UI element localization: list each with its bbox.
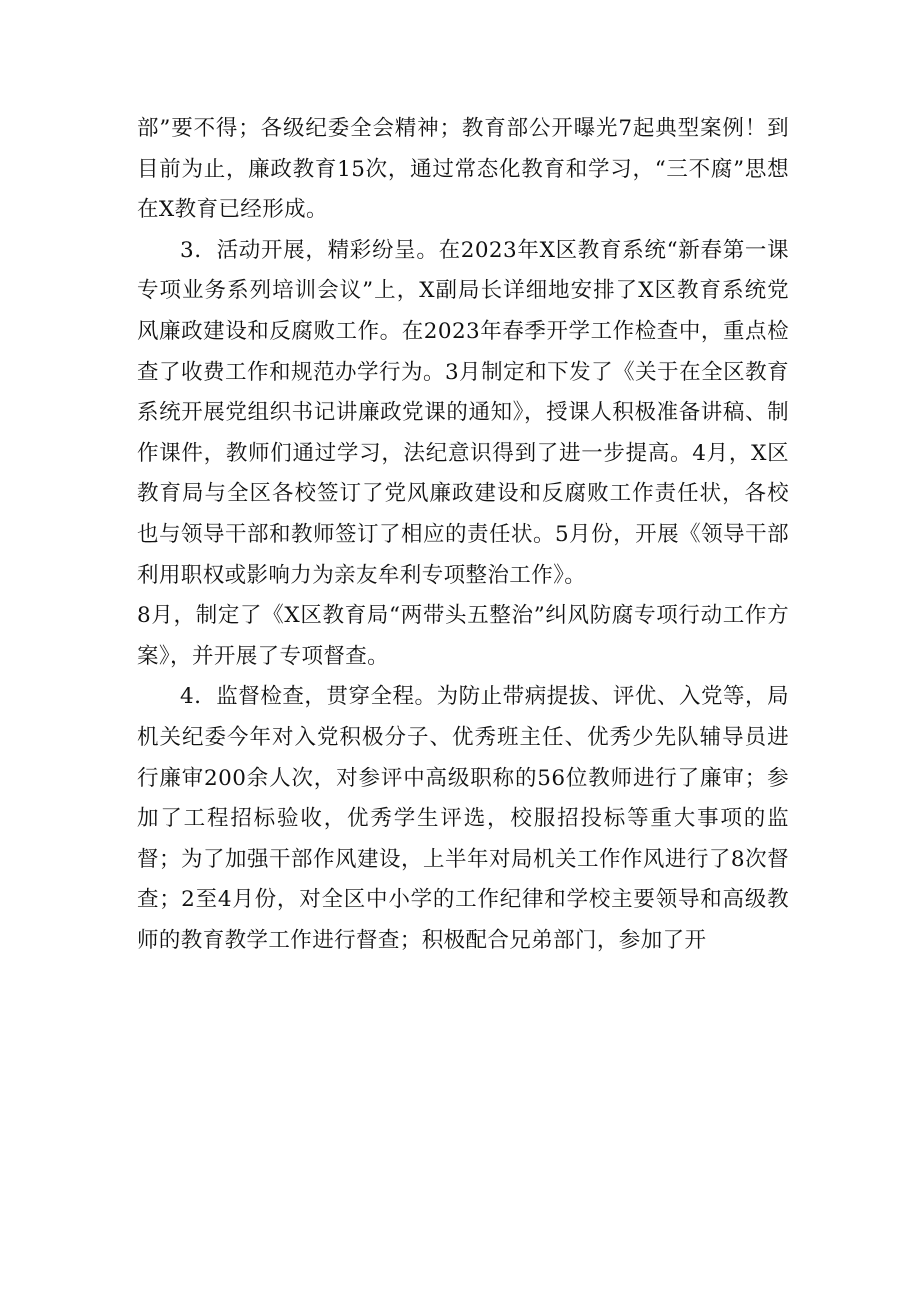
- paragraph-continued-intro: 部”要不得；各级纪委全会精神；教育部公开曝光7起典型案例！到目前为止，廉政教育15次，通过常态化教育和学习，“三不腐”思想在X教育已经形成。: [137, 116, 789, 223]
- paragraph-supervision: 4．监督检查，贯穿全程。为防止带病提拔、评优、入党等，局机关纪委今年对入党积极分子、优秀班主任、优秀少先队辅导员进行廉审200余人次，对参评中高级职称的56位教师进行了廉审；参加了工程招标验收，优秀学生评选，校服招投标等重大事项的监督；为了加强干部作风建设，上半年对局机关工作作风进行了8次督查；2至4月份，对全区中小学的工作纪律和学校主要领导和高级教师的教育教学工作进行督查；积极配合兄弟部门，参加了开: [137, 684, 789, 953]
- document-body: [137, 109, 789, 961]
- paragraph-activities: 3．活动开展，精彩纷呈。在2023年X区教育系统“新春第一课专项业务系列培训会议”上，X副局长详细地安排了X区教育系统党风廉政建设和反腐败工作。在2023年春季开学工作检查中，重点检查了收费工作和规范办学行为。3月制定和下发了《关于在全区教育系统开展党组织书记讲廉政党课的通知》，授课人积极准备讲稿、制作课件，教师们通过学习，法纪意识得到了进一步提高。4月，X区教育局与全区各校签订了党风廉政建设和反腐败工作责任状，各校也与领导干部和教师签订了相应的责任状。5月份，开展《领导干部利用职权或影响力为亲友牟利专项整治工作》。: [137, 237, 789, 588]
- paragraph-august-plan: 8月，制定了《X区教育局“两带头五整治”纠风防腐专项行动工作方案》，并开展了专项督查。: [137, 603, 789, 669]
